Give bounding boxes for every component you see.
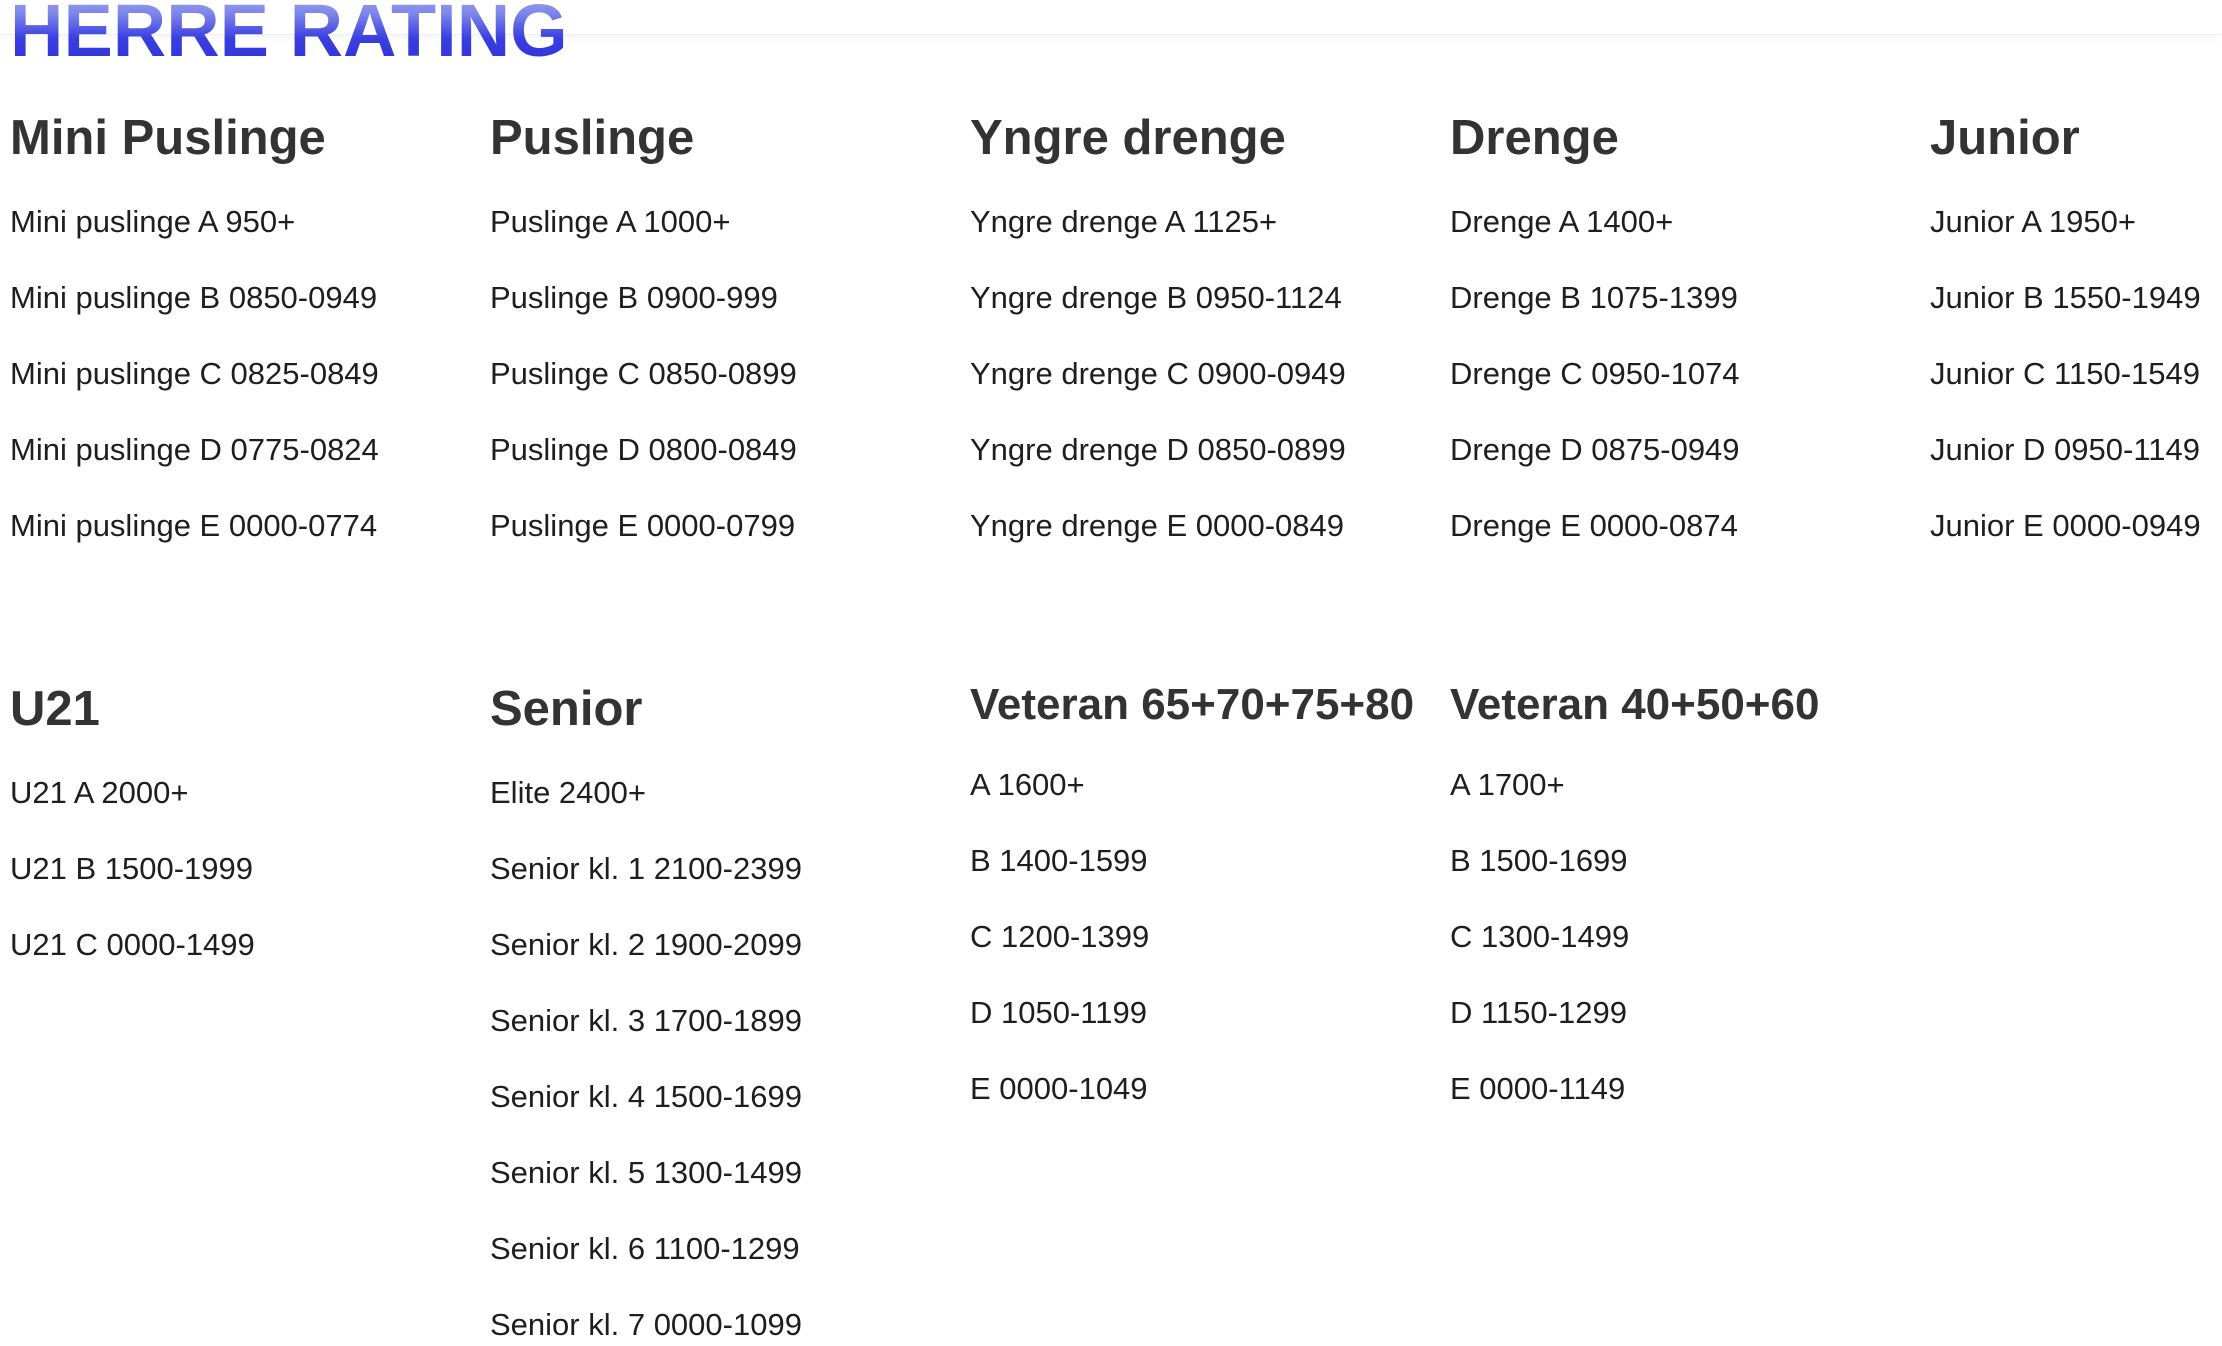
class-item: Mini puslinge B 0850-0949 (10, 280, 378, 315)
class-item: C 1200-1399 (970, 919, 1150, 954)
class-item: Mini puslinge D 0775-0824 (10, 432, 379, 467)
class-item: Drenge A 1400+ (1450, 204, 1674, 239)
rating-row-youth (10, 101, 2222, 564)
class-item: U21 C 0000-1499 (10, 927, 255, 962)
class-item: Puslinge E 0000-0799 (490, 508, 796, 543)
class-item: A 1600+ (970, 767, 1085, 802)
category-title: Veteran 65+70+75+80 (970, 680, 1415, 729)
page-title: HERRE RATING (10, 0, 568, 76)
class-list (490, 755, 970, 1346)
category-title: Veteran 40+50+60 (1450, 680, 1820, 729)
class-item: Drenge E 0000-0874 (1450, 508, 1738, 543)
category-title: U21 (10, 682, 100, 736)
class-item: Drenge D 0875-0949 (1450, 432, 1740, 467)
class-item: Senior kl. 2 1900-2099 (490, 927, 802, 962)
class-list (490, 184, 970, 564)
class-item: Junior A 1950+ (1930, 204, 2136, 239)
class-item: Mini puslinge E 0000-0774 (10, 508, 378, 543)
class-list (1450, 184, 1930, 564)
class-item: Yngre drenge C 0900-0949 (970, 356, 1346, 391)
class-item: Puslinge A 1000+ (490, 204, 731, 239)
category-title: Puslinge (490, 111, 695, 165)
class-item: Puslinge B 0900-999 (490, 280, 778, 315)
category-puslinge (490, 101, 970, 564)
class-item: D 1150-1299 (1450, 995, 1627, 1030)
class-list (970, 747, 1450, 1127)
category-senior (490, 672, 970, 1346)
class-list (1930, 184, 2222, 564)
class-item: Junior C 1150-1549 (1930, 356, 2200, 391)
class-item: Senior kl. 5 1300-1499 (490, 1155, 802, 1190)
class-item: Senior kl. 6 1100-1299 (490, 1231, 800, 1266)
class-item: A 1700+ (1450, 767, 1565, 802)
class-item: Senior kl. 7 0000-1099 (490, 1307, 802, 1342)
class-item: Yngre drenge A 1125+ (970, 204, 1278, 239)
category-veteran-40-50-60 (1450, 672, 1930, 1346)
class-item: C 1300-1499 (1450, 919, 1630, 954)
category-mini-puslinge (10, 101, 490, 564)
class-item: U21 A 2000+ (10, 775, 189, 810)
category-drenge (1450, 101, 1930, 564)
category-yngre-drenge (970, 101, 1450, 564)
class-item: Puslinge D 0800-0849 (490, 432, 797, 467)
category-title: Mini Puslinge (10, 111, 326, 165)
class-item: Drenge C 0950-1074 (1450, 356, 1740, 391)
class-item: Mini puslinge C 0825-0849 (10, 356, 379, 391)
class-item: Senior kl. 3 1700-1899 (490, 1003, 802, 1038)
class-list (1450, 747, 1930, 1127)
rating-row-adult (10, 672, 1930, 1346)
class-item: Senior kl. 4 1500-1699 (490, 1079, 802, 1114)
class-item: Senior kl. 1 2100-2399 (490, 851, 802, 886)
category-veteran-65-70-75-80 (970, 672, 1450, 1346)
class-item: Junior E 0000-0949 (1930, 508, 2201, 543)
class-item: E 0000-1049 (970, 1071, 1148, 1106)
class-item: Yngre drenge E 0000-0849 (970, 508, 1345, 543)
class-item: B 1500-1699 (1450, 843, 1628, 878)
category-title: Senior (490, 682, 643, 736)
class-item: Yngre drenge D 0850-0899 (970, 432, 1346, 467)
category-title: Yngre drenge (970, 111, 1286, 165)
class-item: B 1400-1599 (970, 843, 1148, 878)
category-title: Junior (1930, 111, 2080, 165)
class-item: Junior B 1550-1949 (1930, 280, 2201, 315)
class-item: Junior D 0950-1149 (1930, 432, 2200, 467)
class-item: Yngre drenge B 0950-1124 (970, 280, 1342, 315)
category-u21 (10, 672, 490, 1346)
class-list (10, 755, 490, 983)
class-item: Puslinge C 0850-0899 (490, 356, 797, 391)
class-item: Elite 2400+ (490, 775, 646, 810)
class-item: Mini puslinge A 950+ (10, 204, 296, 239)
class-item: E 0000-1149 (1450, 1071, 1626, 1106)
class-list (970, 184, 1450, 564)
class-item: Drenge B 1075-1399 (1450, 280, 1738, 315)
class-list (10, 184, 490, 564)
class-item: D 1050-1199 (970, 995, 1147, 1030)
class-item: U21 B 1500-1999 (10, 851, 254, 886)
category-title: Drenge (1450, 111, 1619, 165)
category-junior (1930, 101, 2222, 564)
